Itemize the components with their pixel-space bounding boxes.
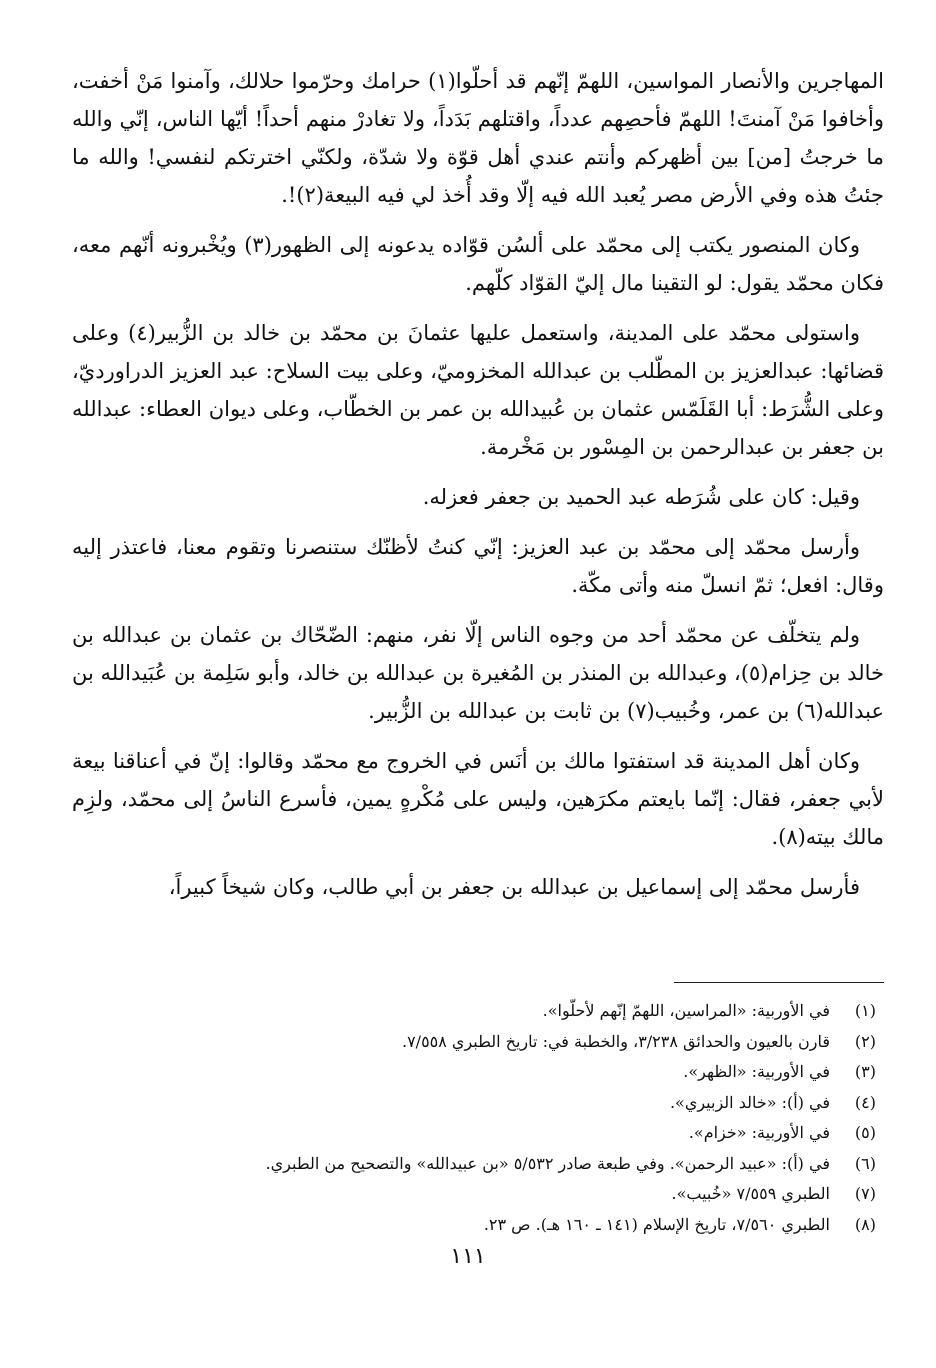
footnote-text: في الأوربية: «الظهر». bbox=[683, 1062, 830, 1081]
paragraph: فأرسل محمّد إلى إسماعيل بن عبدالله بن جعفر بن أبي طالب، وكان شيخاً كبيراً، bbox=[168, 875, 860, 899]
paragraph: وقيل: كان على شُرَطه عبد الحميد بن جعفر فعزله. bbox=[422, 485, 860, 509]
footnote-text: الطبري ٧/٥٥٩ «خُبيب». bbox=[671, 1184, 830, 1203]
paragraph: وكان أهل المدينة قد استفتوا مالك بن أنَس في الخروج مع محمّد وقالوا: إنّ في أعناقنا بيعة لأبي جعفر، فقال: إنّما بايعتم مكرَهين، وليس على مُكْرهٍ يمين، فأسرع الناسُ إلى محمّد، ولزِم مالك بيته(٨). bbox=[72, 749, 884, 849]
paragraph: وأرسل محمّد إلى محمّد بن عبد العزيز: إنّي كنتُ لأظنّك ستنصرنا وتقوم معنا، فاعتذر إليه وقال: افعل؛ ثمّ انسلّ منه وأتى مكّة. bbox=[72, 535, 884, 597]
footnote-number: (١) bbox=[854, 1001, 876, 1020]
footnote-text: الطبري ٧/٥٦٠، تاريخ الإسلام (١٤١ ـ ١٦٠ هـ). ص ٢٣. bbox=[483, 1214, 830, 1234]
paragraph: وكان المنصور يكتب إلى محمّد على ألسُن قوّاده يدعونه إلى الظهور(٣) ويُخْبرونه أنّهم معه، فكان محمّد يقول: لو التقينا مال إليّ القوّاد كلّهم. bbox=[72, 233, 884, 295]
footnote-number: (٤) bbox=[854, 1092, 876, 1112]
footnote-separator bbox=[674, 982, 884, 983]
footnote bbox=[72, 996, 876, 1027]
footnotes-list bbox=[72, 996, 876, 1240]
footnote-text: قارن بالعيون والحدائق ٣/٢٣٨، والخطبة في: تاريخ الطبري ٧/٥٥٨. bbox=[401, 1031, 830, 1051]
footnote-number: (٧) bbox=[854, 1184, 876, 1203]
footnote-text: في الأوربية: «المراسين، اللهمّ إنّهم لأحلّوا». bbox=[542, 1001, 830, 1020]
footnote-number: (٢) bbox=[854, 1031, 876, 1051]
footnote bbox=[72, 1088, 876, 1119]
footnote-number: (٦) bbox=[854, 1153, 876, 1173]
footnote bbox=[72, 1210, 876, 1241]
footnote-number: (٣) bbox=[854, 1062, 876, 1081]
footnote bbox=[72, 1057, 876, 1088]
paragraph: المهاجرين والأنصار المواسين، اللهمّ إنّهم قد أحلّوا(١) حرامك وحرّموا حلالك، وآمنوا مَنْ أخفت، وأخافوا مَنْ آمنتَ! اللهمّ فأحصِهم عدداً، واقتلهم بَدَداً، ولا تغادرْ منهم أحداً! أيّها الناس، إنّي والله ما خرجتُ [من] بين أظهركم وأنتم عندي أهل قوّة ولا شدّة، ولكنّي اخترتكم لنفسي! والله ما جئتُ هذه وفي الأرض مصر يُعبد الله فيه إلّا وقد أُخذ لي فيه البيعة(٢)!. bbox=[72, 69, 885, 207]
page-number: ١١١ bbox=[450, 1244, 486, 1269]
footnote-text: في (أ): «خالد الزبيري». bbox=[669, 1092, 830, 1112]
paragraph: واستولى محمّد على المدينة، واستعمل عليها عثمانَ بن محمّد بن خالد بن الزُّبير(٤) وعلى قضائها: عبدالعزيز بن المطّلب بن عبدالله المخزوميّ، وعلى بيت السلاح: عبد العزيز الدراورديّ، وعلى الشُّرَط: أبا القَلَمّس عثمان بن عُبيدالله بن عمر بن الخطّاب، وعلى ديوان العطاء: عبدالله بن جعفر بن عبدالرحمن بن المِسْور بن مَخْرمة. bbox=[72, 321, 884, 459]
footnote-number: (٨) bbox=[854, 1214, 876, 1234]
footnote bbox=[72, 1027, 876, 1058]
footnote-text: في (أ): «عبيد الرحمن». وفي طبعة صادر ٥/٥٣٢ «بن عبيدالله» والتصحيح من الطبري. bbox=[265, 1153, 830, 1173]
footnote bbox=[72, 1118, 876, 1149]
footnote-number: (٥) bbox=[854, 1123, 876, 1142]
page-body bbox=[72, 62, 884, 906]
footnote bbox=[72, 1179, 876, 1210]
footnote-text: في الأوربية: «خزام». bbox=[688, 1123, 830, 1142]
paragraph: ولم يتخلّف عن محمّد أحد من وجوه الناس إلّا نفر، منهم: الضّحّاك بن عثمان بن عبدالله بن خالد بن حِزام(٥)، وعبدالله بن المنذر بن المُغيرة بن عبدالله بن خالد، وأبو سَلِمة بن عُبَيدالله بن عبدالله(٦) بن عمر، وخُبيب(٧) بن ثابت بن عبدالله بن الزُّبير. bbox=[72, 623, 884, 723]
footnote bbox=[72, 1149, 876, 1180]
